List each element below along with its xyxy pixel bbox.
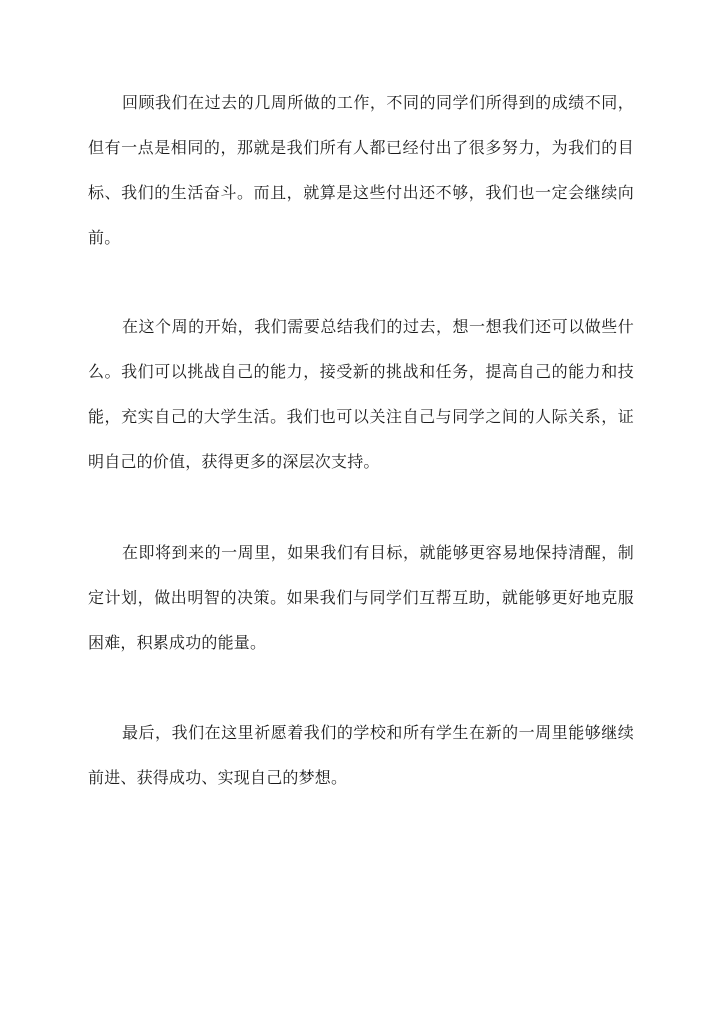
paragraph-coming-week: 在即将到来的一周里，如果我们有目标，就能够更容易地保持清醒，制定计划，做出明智的决策。如果我们与同学们互帮互助，就能够更好地克服困难，积累成功的能量。	[88, 543, 634, 652]
paragraph-review: 回顾我们在过去的几周所做的工作，不同的同学们所得到的成绩不同，但有一点是相同的，那就是我们所有人都已经付出了很多努力，为我们的目标、我们的生活奋斗。而且，就算是这些付出还不够，我们也一定会继续向前。	[88, 93, 634, 247]
paragraph-closing-wish: 最后，我们在这里祈愿着我们的学校和所有学生在新的一周里能够继续前进、获得成功、实现自己的梦想。	[88, 723, 634, 787]
paragraph-week-start: 在这个周的开始，我们需要总结我们的过去，想一想我们还可以做些什么。我们可以挑战自己的能力，接受新的挑战和任务，提高自己的能力和技能，充实自己的大学生活。我们也可以关注自己与同学之间的人际关系，证明自己的价值，获得更多的深层次支持。	[88, 317, 634, 471]
